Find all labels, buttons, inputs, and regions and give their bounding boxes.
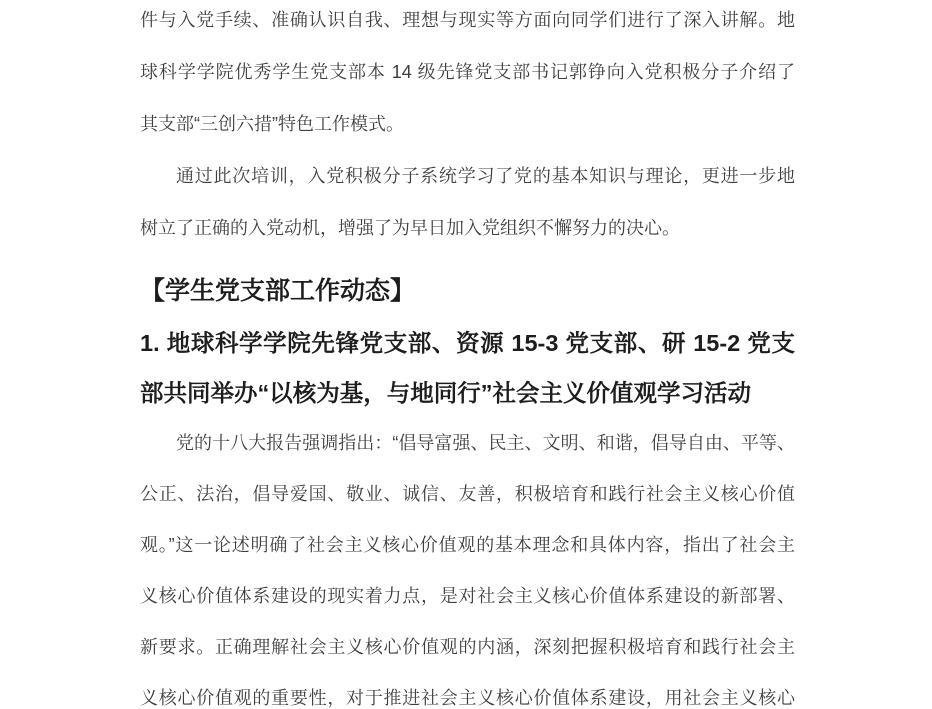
text-line: 件与入党手续、准确认识自我、理想与现实等方面向同学们进行了深入讲解。地 bbox=[140, 10, 795, 30]
text-line: 党的十八大报告强调指出：“倡导富强、民主、文明、和谐，倡导自由、平等、 bbox=[176, 433, 795, 453]
text-line: 公正、法治，倡导爱国、敬业、诚信、友善，积极培育和践行社会主义核心价值 bbox=[140, 484, 795, 504]
text-line: 新要求。正确理解社会主义核心价值观的内涵，深刻把握积极培育和践行社会主 bbox=[140, 637, 795, 657]
text-line: 义核心价值体系建设的现实着力点，是对社会主义核心价值体系建设的新部署、 bbox=[140, 586, 795, 606]
paragraph-training-intro bbox=[140, 0, 795, 150]
section-header-student-branch-news: 【学生党支部工作动态】 bbox=[140, 277, 416, 305]
text-line: 义核心价值观的重要性，对于推进社会主义核心价值体系建设，用社会主义核心 bbox=[140, 688, 795, 708]
heading-line: 1. 地球科学学院先锋党支部、资源 15-3 党支部、研 15-2 党支 bbox=[140, 330, 795, 356]
text-line: 树立了正确的入党动机，增强了为早日加入党组织不懈努力的决心。 bbox=[140, 218, 680, 238]
text-line: 观。”这一论述明确了社会主义核心价值观的基本理念和具体内容，指出了社会主 bbox=[140, 535, 795, 555]
paragraph-training-result bbox=[140, 150, 795, 254]
heading-line: 部共同举办“以核为基，与地同行”社会主义价值观学习活动 bbox=[140, 380, 751, 406]
paragraph-core-values bbox=[140, 418, 795, 709]
text-line: 通过此次培训，入党积极分子系统学习了党的基本知识与理论，更进一步地 bbox=[176, 166, 795, 186]
text-line: 其支部“三创六措”特色工作模式。 bbox=[140, 114, 404, 134]
text-line: 球科学学院优秀学生党支部本 14 级先锋党支部书记郭铮向入党积极分子介绍了 bbox=[140, 62, 795, 82]
heading-activity-1 bbox=[140, 318, 795, 418]
